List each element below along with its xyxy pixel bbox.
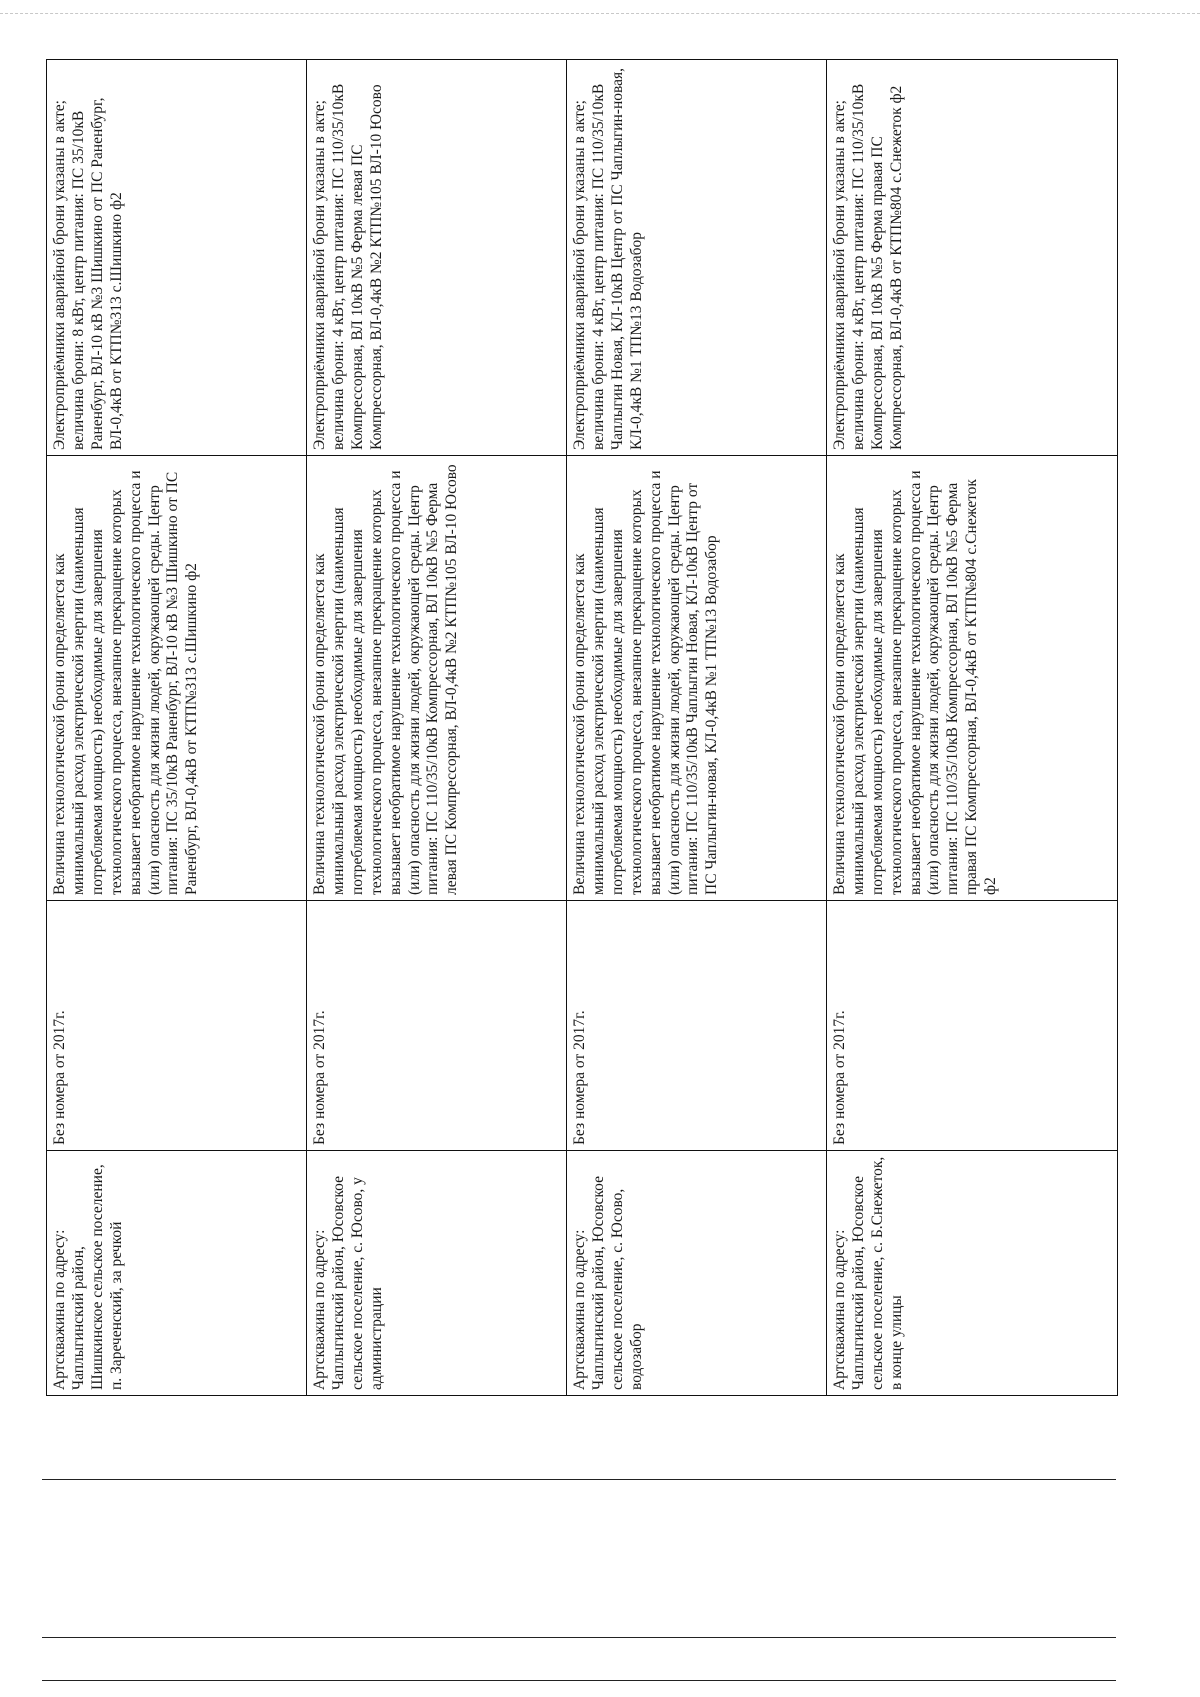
address-cell: Артскважина по адресу: Чаплыгинский район, Юсовское сельское поселение, с. Юсово, у администрации bbox=[306, 1151, 566, 1396]
act-cell: Без номера от 2017г. bbox=[47, 901, 307, 1151]
tech-reserve-cell: Величина технологической брони определяется как минимальный расход электрической энергии (наименьшая потребляемая мощность) необходимые для завершения технологического процесса, внезапное прекращение которых вызывает необратимое нарушение технологического процесса и (или) опасность для жизни людей, окружающей среды. Центр питания: ПС 110/35/10кВ Компрессорная, ВЛ 10кВ №5 Ферма левая ПС Компрессорная, ВЛ-0,4кВ №2 КТП№105 ВЛ-10 Юсово bbox=[306, 456, 566, 901]
address-cell: Артскважина по адресу: Чаплыгинский район, Юсовское сельское поселение, с. Б.Снежеток, в конце улицы bbox=[826, 1151, 1117, 1396]
act-cell: Без номера от 2017г. bbox=[826, 901, 1117, 1151]
rotated-table-container bbox=[46, 60, 1118, 1396]
emergency-reserve-cell: Электроприёмники аварийной брони указаны в акте; величина брони: 4 кВт, центр питания: ПС 110/35/10кВ Компрессорная, ВЛ 10кВ №5 Ферма левая ПС Компрессорная, ВЛ-0,4кВ №2 КТП№105 ВЛ-10 Юсово bbox=[306, 60, 566, 456]
table-row bbox=[566, 60, 826, 1396]
page-top-edge bbox=[0, 13, 1200, 14]
horizontal-rule bbox=[42, 1479, 1116, 1480]
tech-reserve-cell: Величина технологической брони определяется как минимальный расход электрической энергии (наименьшая потребляемая мощность) необходимые для завершения технологического процесса, внезапное прекращение которых вызывает необратимое нарушение технологического процесса и (или) опасность для жизни людей, окружающей среды. Центр питания: ПС 110/35/10кВ Компрессорная, ВЛ 10кВ №5 Ферма правая ПС Компрессорная, ВЛ-0,4кВ от КТП№804 с.Снежеток ф2 bbox=[826, 456, 1117, 901]
reservation-table bbox=[46, 59, 1118, 1396]
horizontal-rule bbox=[42, 1680, 1116, 1681]
table-row bbox=[306, 60, 566, 1396]
tech-reserve-cell: Величина технологической брони определяется как минимальный расход электрической энергии (наименьшая потребляемая мощность) необходимые для завершения технологического процесса, внезапное прекращение которых вызывает необратимое нарушение технологического процесса и (или) опасность для жизни людей, окружающей среды. Центр питания: ПС 35/10кВ Раненбург, ВЛ-10 кВ №3 Шишкино от ПС Раненбург, ВЛ-0,4кВ от КТП№313 с.Шишкино ф2 bbox=[47, 456, 307, 901]
emergency-reserve-cell: Электроприёмники аварийной брони указаны в акте; величина брони: 4 кВт, центр питания: ПС 110/35/10кВ Чаплыгин Новая, КЛ-10кВ Центр от ПС Чаплыгин-новая, КЛ-0,4кВ №1 ТП№13 Водозабор bbox=[566, 60, 826, 456]
horizontal-rule bbox=[42, 1637, 1116, 1638]
emergency-reserve-cell: Электроприёмники аварийной брони указаны в акте; величина брони: 8 кВт, центр питания: ПС 35/10кВ Раненбург, ВЛ-10 кВ №3 Шишкино от ПС Раненбург, ВЛ-0,4кВ от КТП№313 с.Шишкино ф2 bbox=[47, 60, 307, 456]
act-cell: Без номера от 2017г. bbox=[306, 901, 566, 1151]
table-row bbox=[826, 60, 1117, 1396]
tech-reserve-cell: Величина технологической брони определяется как минимальный расход электрической энергии (наименьшая потребляемая мощность) необходимые для завершения технологического процесса, внезапное прекращение которых вызывает необратимое нарушение технологического процесса и (или) опасность для жизни людей, окружающей среды. Центр питания: ПС 110/35/10кВ Чаплыгин Новая, КЛ-10кВ Центр от ПС Чаплыгин-новая, КЛ-0,4кВ №1 ТП№13 Водозабор bbox=[566, 456, 826, 901]
emergency-reserve-cell: Электроприёмники аварийной брони указаны в акте; величина брони: 4 кВт, центр питания: ПС 110/35/10кВ Компрессорная, ВЛ 10кВ №5 Ферма правая ПС Компрессорная, ВЛ-0,4кВ от КТП№804 с.Снежеток ф2 bbox=[826, 60, 1117, 456]
act-cell: Без номера от 2017г. bbox=[566, 901, 826, 1151]
address-cell: Артскважина по адресу: Чаплыгинский район, Шишкинское сельское поселение, п. Зареченский, за речкой bbox=[47, 1151, 307, 1396]
table-row bbox=[47, 60, 307, 1396]
address-cell: Артскважина по адресу: Чаплыгинский район, Юсовское сельское поселение, с. Юсово, водозабор bbox=[566, 1151, 826, 1396]
